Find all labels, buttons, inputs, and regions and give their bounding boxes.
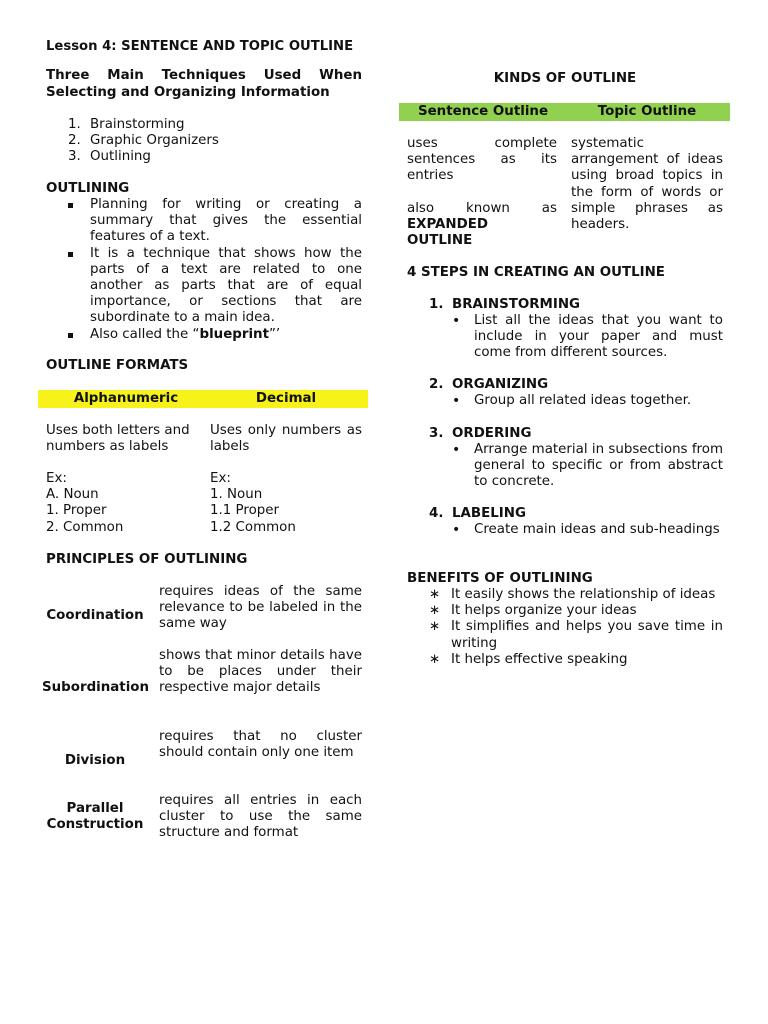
step-title: BRAINSTORMING [452, 297, 581, 312]
list-item: ∗ It helps organize your ideas [407, 603, 723, 619]
blueprint-suffix: ”’ [269, 326, 281, 342]
outlining-bullets [46, 197, 362, 343]
blueprint-prefix: Also called the “ [90, 326, 200, 342]
step-number: 2. [429, 377, 444, 392]
list-item-text: Graphic Organizers [90, 133, 219, 149]
techniques-heading-line1: Three Main Techniques Used When [46, 68, 362, 83]
list-item: 2. Graphic Organizers [68, 133, 219, 149]
step-bullets [407, 313, 723, 362]
steps-heading: 4 STEPS IN CREATING AN OUTLINE [407, 265, 665, 280]
list-item: Planning for writing or creating a summary that gives the essential features of a text. [46, 197, 362, 246]
list-item: It is a technique that shows how the parts of a text are related to one another as parts that are of equal importance, or sections that are subordinate to a main idea. [46, 246, 362, 327]
example-line: 1. Noun [210, 487, 263, 503]
kinds-col1-desc: uses complete sentences as its entries [407, 136, 557, 184]
step-bullets [407, 522, 723, 538]
kinds-heading: KINDS OF OUTLINE [493, 71, 637, 86]
list-item: • List all the ideas that you want to include in your paper and must come from different sources. [407, 313, 723, 362]
principle-term-division: Division [64, 753, 126, 768]
blueprint-term: blueprint [199, 326, 269, 342]
benefits-heading: BENEFITS OF OUTLINING [407, 571, 593, 586]
list-item: 3. Outlining [68, 149, 151, 165]
kinds-col2-desc: systematic arrangement of ideas using broad topics in the form of words or simple phrases as headers. [571, 136, 723, 233]
list-item-text: Brainstorming [90, 117, 185, 132]
example-line: 2. Common [46, 519, 124, 535]
list-item: ∗ It easily shows the relationship of ideas [407, 587, 723, 603]
formats-col2-examples [210, 471, 362, 536]
lesson-title: Lesson 4: SENTENCE AND TOPIC OUTLINE [46, 39, 354, 54]
principle-term-coordination: Coordination [46, 608, 144, 623]
principle-desc-parallel: requires all entries in each cluster to use the same structure and format [159, 793, 362, 841]
list-item: 1. Brainstorming [68, 117, 185, 132]
list-item: • Create main ideas and sub-headings [407, 522, 723, 538]
list-item-text: Outlining [90, 149, 151, 165]
example-line: 1. Proper [46, 503, 107, 519]
list-item: • Arrange material in subsections from general to specific or from abstract to concrete. [407, 442, 723, 491]
techniques-heading-line2: Selecting and Organizing Information [46, 85, 330, 100]
step-title: LABELING [452, 506, 526, 521]
list-item: ∗ It helps effective speaking [407, 652, 723, 668]
example-line: Ex: [46, 471, 67, 486]
principle-term-subordination: Subordination [42, 680, 150, 695]
example-line: 1.2 Common [210, 519, 296, 535]
example-line: Ex: [210, 471, 231, 486]
step-number: 1. [429, 297, 444, 312]
step-bullets [407, 442, 723, 491]
principle-desc-division: requires that no cluster should contain only one item [159, 729, 362, 761]
formats-col2-desc: Uses only numbers as labels [210, 423, 362, 455]
principles-heading: PRINCIPLES OF OUTLINING [46, 552, 248, 567]
step-title: ORDERING [452, 426, 532, 441]
kinds-col1-expanded: EXPANDED OUTLINE [407, 217, 489, 249]
formats-col1-header: Alphanumeric [73, 391, 179, 406]
outlining-heading: OUTLINING [46, 181, 130, 196]
example-line: A. Noun [46, 487, 99, 503]
example-line: 1.1 Proper [210, 503, 280, 519]
techniques-list [46, 117, 362, 166]
principle-term-parallel: Parallel Construction [46, 801, 144, 833]
benefits-list [407, 587, 723, 668]
list-item: ∗ It simplifies and helps you save time in writing [407, 619, 723, 651]
formats-heading: OUTLINE FORMATS [46, 358, 189, 373]
kinds-col2-header: Topic Outline [597, 104, 697, 119]
kinds-col1-also: also known as [407, 201, 557, 216]
step-title: ORGANIZING [452, 377, 549, 392]
formats-col2-header: Decimal [255, 391, 317, 406]
principle-desc-subordination: shows that minor details have to be places under their respective major details [159, 648, 362, 696]
step-number: 3. [429, 426, 444, 441]
list-item: • Group all related ideas together. [407, 393, 723, 409]
formats-col1-desc: Uses both letters and numbers as labels [46, 423, 190, 455]
list-item [46, 327, 362, 343]
step-bullets [407, 393, 723, 409]
principle-desc-coordination: requires ideas of the same relevance to be labeled in the same way [159, 584, 362, 632]
formats-col1-examples [46, 471, 202, 536]
kinds-col1-header: Sentence Outline [417, 104, 549, 119]
step-number: 4. [429, 506, 444, 521]
